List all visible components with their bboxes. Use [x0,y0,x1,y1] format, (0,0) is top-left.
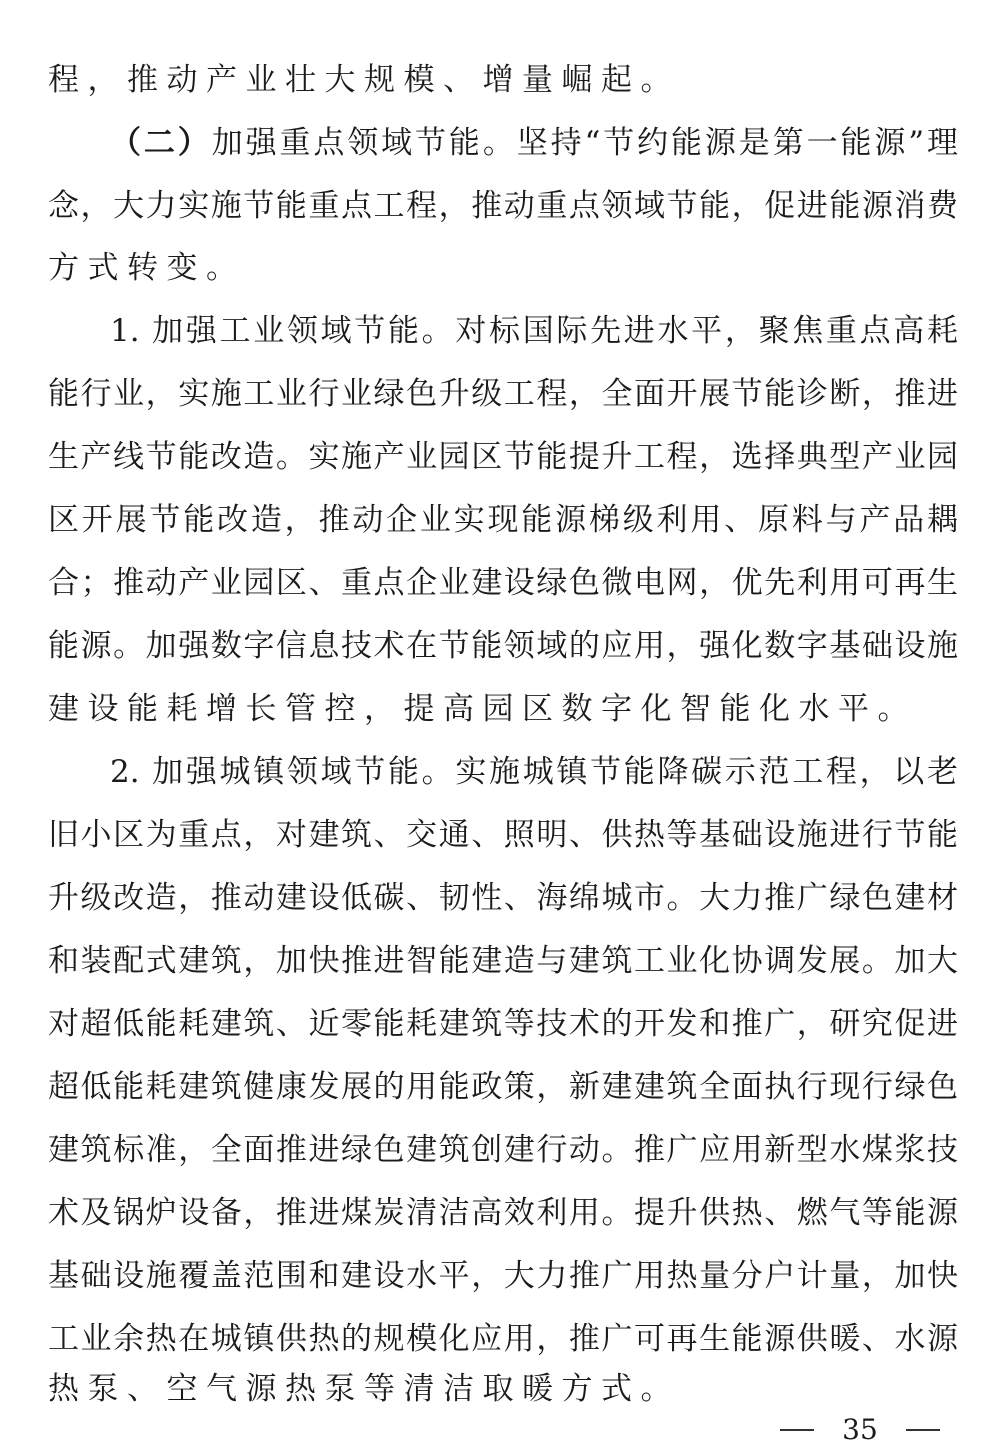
page-number-left-dash [780,1429,814,1431]
page-number-right-dash [906,1429,940,1431]
item-1-line-5: 合；推动产业园区、重点企业建设绿色微电网，优先利用可再生 [48,565,958,601]
item-1-line-2: 能行业，实施工业行业绿色升级工程，全面开展节能诊断，推进 [48,376,958,412]
item-2-line-6: 超低能耗建筑健康发展的用能政策，新建建筑全面执行现行绿色 [48,1069,958,1105]
item-1-line-1: 1. 加强工业领域节能。对标国际先进水平，聚焦重点高耗 [110,313,958,349]
item-2-line-7: 建筑标准，全面推进绿色建筑创建行动。推广应用新型水煤浆技 [48,1132,958,1168]
item-1-line-6: 能源。加强数字信息技术在节能领域的应用，强化数字基础设施 [48,628,958,664]
section-heading-prefix: （二） [110,125,212,161]
item-2-line-10: 工业余热在城镇供热的规模化应用，推广可再生能源供暖、水源 [48,1321,958,1357]
section-heading-line [110,119,958,167]
item-2-line-5: 对超低能耗建筑、近零能耗建筑等技术的开发和推广，研究促进 [48,1006,958,1042]
page-number [780,1412,940,1448]
item-1-line-4: 区开展节能改造，推动企业实现能源梯级利用、原料与产品耦 [48,502,958,538]
item-2-line-9: 基础设施覆盖范围和建设水平，大力推广用热量分户计量，加快 [48,1258,958,1294]
text-line-4: 方式转变。 [48,250,246,286]
item-1-line-7: 建设能耗增长管控，提高园区数字化智能化水平。 [48,691,917,727]
text-line-3: 念，大力实施节能重点工程，推动重点领域节能，促进能源消费 [48,188,958,224]
section-heading-text: 加强重点领域节能。坚持“节约能源是第一能源”理 [211,125,959,161]
text-line-1: 程，推动产业壮大规模、增量崛起。 [48,62,680,98]
item-1-line-3: 生产线节能改造。实施产业园区节能提升工程，选择典型产业园 [48,439,958,475]
item-2-line-2: 旧小区为重点，对建筑、交通、照明、供热等基础设施进行节能 [48,817,958,853]
item-2-line-8: 术及锅炉设备，推进煤炭清洁高效利用。提升供热、燃气等能源 [48,1195,958,1231]
page-number-value: 35 [842,1413,878,1446]
item-2-line-3: 升级改造，推动建设低碳、韧性、海绵城市。大力推广绿色建材 [48,880,958,916]
item-2-line-1: 2. 加强城镇领域节能。实施城镇节能降碳示范工程，以老 [110,754,958,790]
item-2-line-4: 和装配式建筑，加快推进智能建造与建筑工业化协调发展。加大 [48,943,958,979]
item-2-line-11: 热泵、空气源热泵等清洁取暖方式。 [48,1371,680,1407]
